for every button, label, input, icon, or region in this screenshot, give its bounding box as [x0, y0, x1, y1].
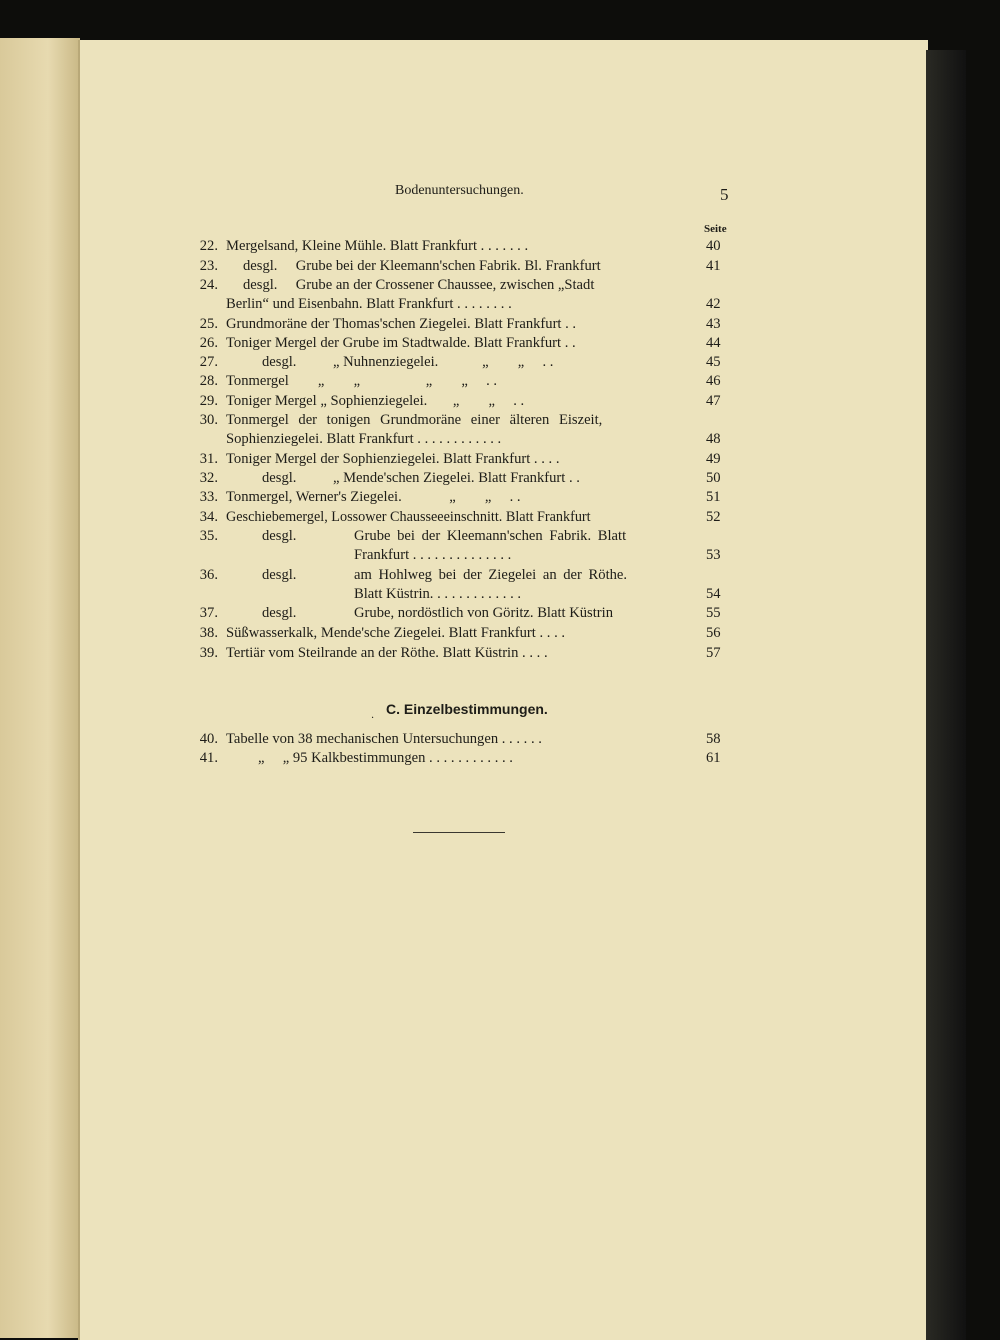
entry-number: 24. — [199, 277, 218, 293]
entry-page: 48 — [706, 431, 721, 447]
entry-text: desgl. „ Nuhnenziegelei. „ „ . . — [262, 354, 554, 370]
entry-page: 41 — [706, 258, 721, 274]
entry-text: Tonmergel, Werner's Ziegelei. „ „ . . — [226, 489, 521, 505]
entry-number: 37. — [199, 605, 218, 621]
entry-text: Mergelsand, Kleine Mühle. Blatt Frankfurt . . . . . . . — [226, 238, 529, 254]
entry-page: 45 — [706, 354, 721, 370]
entry-number: 25. — [199, 316, 218, 332]
entry-page: 47 — [706, 393, 721, 409]
entry-page: 61 — [706, 750, 721, 766]
entry-text: Grube bei der Kleemann'schen Fabrik. Blatt — [354, 528, 627, 544]
entry-page: 56 — [706, 625, 721, 641]
entry-page: 57 — [706, 645, 721, 661]
entry-number: 34. — [199, 509, 218, 525]
entry-text: Tonmergel der tonigen Grundmoräne einer älteren Eiszeit, — [226, 412, 603, 428]
entry-text: Tertiär vom Steilrande an der Röthe. Blatt Küstrin . . . . — [226, 645, 548, 661]
entry-text: Grundmoräne der Thomas'schen Ziegelei. Blatt Frankfurt . . — [226, 316, 577, 332]
entry-page: 42 — [706, 296, 721, 312]
entry-number: 28. — [199, 373, 218, 389]
entry-number: 23. — [199, 258, 218, 274]
entry-page: 53 — [706, 547, 721, 563]
print-speck: · — [371, 713, 375, 724]
entry-page: 51 — [706, 489, 721, 505]
entry-number: 26. — [199, 335, 218, 351]
entry-number: 36. — [199, 567, 218, 583]
entry-page: 58 — [706, 731, 721, 747]
end-rule — [413, 832, 505, 833]
entry-page: 50 — [706, 470, 721, 486]
entry-page: 55 — [706, 605, 721, 621]
entry-page: 40 — [706, 238, 721, 254]
entry-page: 54 — [706, 586, 721, 602]
entry-text: Süßwasserkalk, Mende'sche Ziegelei. Blatt Frankfurt . . . . — [226, 625, 566, 641]
entry-text: desgl. — [262, 528, 297, 544]
entry-page: 44 — [706, 335, 721, 351]
entry-number: 33. — [199, 489, 218, 505]
entry-page: 46 — [706, 373, 721, 389]
page-number: 5 — [720, 185, 729, 204]
running-title: Bodenuntersuchungen. — [395, 183, 524, 198]
entry-number: 31. — [199, 451, 218, 467]
entry-text: Blatt Küstrin. . . . . . . . . . . . . — [354, 586, 522, 602]
entry-text: Berlin“ und Eisenbahn. Blatt Frankfurt . . . . . . . . — [226, 296, 512, 312]
seite-label: Seite — [704, 223, 727, 235]
book-page — [78, 40, 928, 1340]
entry-text: Grube, nordöstlich von Göritz. Blatt Küstrin — [354, 605, 614, 621]
entry-number: 38. — [199, 625, 218, 641]
entry-number: 29. — [199, 393, 218, 409]
entry-number: 22. — [199, 238, 218, 254]
entry-page: 49 — [706, 451, 721, 467]
entry-text: Toniger Mergel der Sophienziegelei. Blatt Frankfurt . . . . — [226, 451, 560, 467]
entry-text: Sophienziegelei. Blatt Frankfurt . . . . . . . . . . . . — [226, 431, 502, 447]
entry-text: am Hohlweg bei der Ziegelei an der Röthe. — [354, 567, 628, 583]
entry-text: Tonmergel „ „ „ „ . . — [226, 373, 498, 389]
entry-number: 41. — [199, 750, 218, 766]
entry-text: Geschiebemergel, Lossower Chausseeeinschnitt. Blatt Frankfurt — [226, 509, 591, 525]
left-page-edge — [0, 38, 80, 1338]
entry-text: Toniger Mergel der Grube im Stadtwalde. Blatt Frankfurt . . — [226, 335, 576, 351]
entry-number: 27. — [199, 354, 218, 370]
entry-text: desgl. Grube bei der Kleemann'schen Fabrik. Bl. Frankfurt — [243, 258, 601, 274]
entry-text: Frankfurt . . . . . . . . . . . . . . — [354, 547, 512, 563]
entry-text: Toniger Mergel „ Sophienziegelei. „ „ . . — [226, 393, 525, 409]
entry-number: 35. — [199, 528, 218, 544]
entry-number: 30. — [199, 412, 218, 428]
entry-text: desgl. — [262, 605, 297, 621]
entry-number: 40. — [199, 731, 218, 747]
entry-text: desgl. „ Mende'schen Ziegelei. Blatt Frankfurt . . — [262, 470, 580, 486]
entry-number: 32. — [199, 470, 218, 486]
entry-page: 43 — [706, 316, 721, 332]
entry-text: „ „ 95 Kalkbestimmungen . . . . . . . . . . . . — [258, 750, 513, 766]
entry-text: Tabelle von 38 mechanischen Untersuchungen . . . . . . — [226, 731, 542, 747]
section-heading: C. Einzelbestimmungen. — [386, 701, 548, 717]
book-cover-edge — [926, 50, 966, 1340]
entry-text: desgl. Grube an der Crossener Chaussee, zwischen „Stadt — [243, 277, 595, 293]
entry-page: 52 — [706, 509, 721, 525]
entry-number: 39. — [199, 645, 218, 661]
entry-text: desgl. — [262, 567, 297, 583]
